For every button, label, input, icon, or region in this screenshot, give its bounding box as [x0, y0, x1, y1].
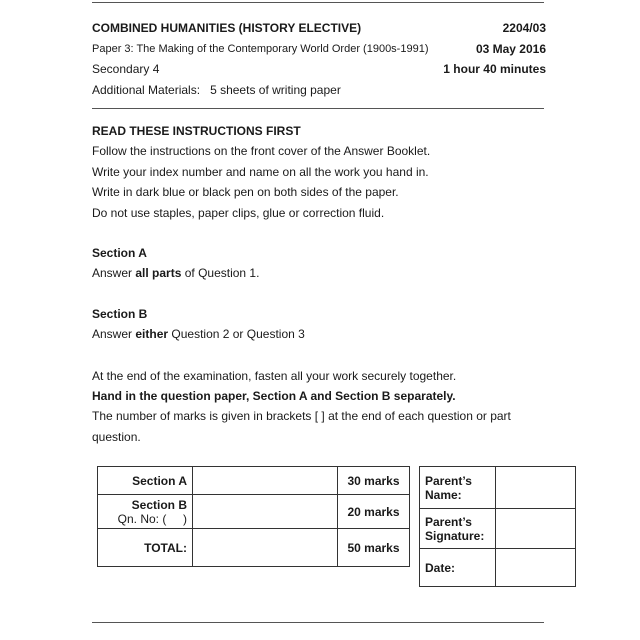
- materials-label: Additional Materials:: [92, 83, 201, 97]
- emphasis: all parts: [135, 266, 182, 280]
- closing-line-4: question.: [92, 430, 141, 444]
- table-row: [98, 495, 410, 529]
- subject-title: COMBINED HUMANITIES (HISTORY ELECTIVE): [92, 21, 362, 35]
- parent-signature-field[interactable]: [496, 509, 576, 549]
- table-row: [98, 529, 410, 567]
- section-label-cell: [98, 495, 193, 529]
- section-a-heading: Section A: [92, 246, 147, 260]
- marks-table: [97, 466, 410, 567]
- total-label: TOTAL:: [98, 529, 193, 567]
- date-label: Date:: [420, 549, 496, 587]
- top-rule: [92, 2, 544, 3]
- table-row: [420, 467, 576, 509]
- marks-value: 20 marks: [338, 495, 410, 529]
- instruction-line: Do not use staples, paper clips, glue or correction fluid.: [92, 206, 385, 220]
- instructions-heading: READ THESE INSTRUCTIONS FIRST: [92, 124, 301, 138]
- duration: 1 hour 40 minutes: [443, 62, 546, 76]
- table-row: [420, 549, 576, 587]
- closing-line-3: The number of marks is given in brackets [ ] at the end of each question or part: [92, 409, 511, 423]
- instruction-line: Write your index number and name on all the work you hand in.: [92, 165, 429, 179]
- header-rule: [92, 108, 544, 109]
- materials-value: 5 sheets of writing paper: [210, 83, 341, 97]
- marks-value: 30 marks: [338, 467, 410, 495]
- section-a-instruction: Answer all parts of Question 1.: [92, 266, 260, 280]
- marks-value: 50 marks: [338, 529, 410, 567]
- table-row: [98, 467, 410, 495]
- bottom-rule: [92, 622, 544, 623]
- section-b-heading: Section B: [92, 307, 148, 321]
- date-field[interactable]: [496, 549, 576, 587]
- exam-date: 03 May 2016: [475, 42, 546, 56]
- marks-entry-cell[interactable]: [193, 495, 338, 529]
- parent-table: [419, 466, 576, 587]
- table-row: [420, 509, 576, 549]
- instruction-line: Write in dark blue or black pen on both sides of the paper.: [92, 185, 399, 199]
- section-label: Section B: [131, 497, 187, 512]
- parent-name-label: Parent’s Name:: [420, 467, 496, 509]
- parent-name-field[interactable]: [496, 467, 576, 509]
- additional-materials: [92, 82, 341, 98]
- paper-title: Paper 3: The Making of the Contemporary World Order (1900s-1991): [92, 43, 429, 55]
- closing-line-1: At the end of the examination, fasten all your work securely together.: [92, 369, 457, 383]
- instruction-line: Follow the instructions on the front cover of the Answer Booklet.: [92, 144, 431, 158]
- section-label: Section A: [98, 467, 193, 495]
- paper-code: 2204/03: [502, 21, 546, 35]
- closing-line-2: Hand in the question paper, Section A and Section B separately.: [92, 389, 456, 403]
- marks-entry-cell[interactable]: [193, 467, 338, 495]
- question-number-label: Qn. No: ( ): [117, 511, 187, 526]
- emphasis: either: [135, 327, 169, 341]
- section-b-instruction: Answer either Question 2 or Question 3: [92, 327, 305, 341]
- marks-entry-cell[interactable]: [193, 529, 338, 567]
- parent-signature-label: Parent’s Signature:: [420, 509, 496, 549]
- level: Secondary 4: [92, 62, 160, 76]
